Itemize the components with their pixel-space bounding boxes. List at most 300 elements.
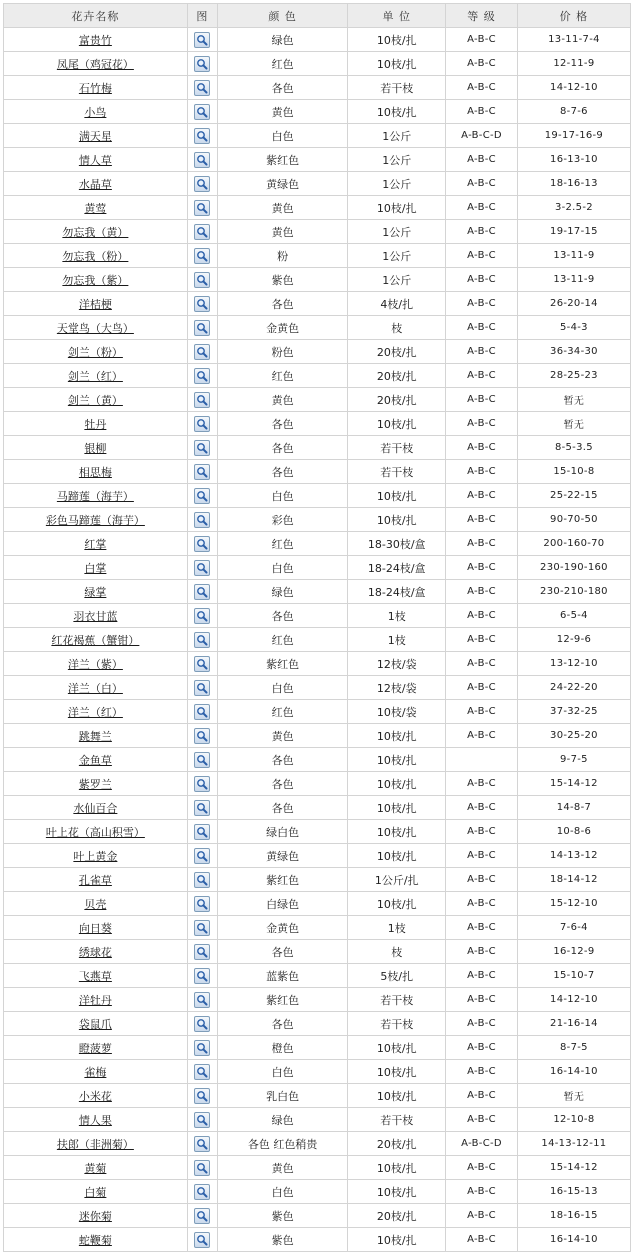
cell-name (4, 1156, 188, 1180)
magnifier-icon[interactable] (194, 752, 210, 768)
cell-color: 红色 (218, 364, 348, 388)
table-row (4, 1180, 631, 1204)
table-row (4, 388, 631, 412)
cell-color: 紫色 (218, 268, 348, 292)
cell-price: 7-6-4 (517, 916, 630, 940)
flower-name-link[interactable]: 红花褐蕉（蟹钳） (51, 633, 140, 647)
table-body (4, 28, 631, 1252)
cell-image (187, 196, 217, 220)
cell-unit: 10枝/扎 (348, 1156, 446, 1180)
flower-name-link[interactable]: 叶上花（高山积雪） (45, 825, 145, 839)
cell-price: 16-12-9 (517, 940, 630, 964)
cell-grade: A-B-C (446, 676, 518, 700)
magnifier-icon[interactable] (194, 1208, 210, 1224)
cell-unit: 10枝/扎 (348, 28, 446, 52)
cell-name (4, 940, 188, 964)
cell-price: 13-11-9 (517, 268, 630, 292)
cell-color: 绿色 (218, 580, 348, 604)
cell-color: 红色 (218, 532, 348, 556)
cell-image (187, 484, 217, 508)
cell-image (187, 340, 217, 364)
cell-name (4, 220, 188, 244)
cell-price: 8-5-3.5 (517, 436, 630, 460)
flower-name-link[interactable]: 情人果 (78, 1113, 112, 1127)
cell-grade: A-B-C (446, 28, 518, 52)
cell-price: 15-10-8 (517, 460, 630, 484)
cell-name (4, 28, 188, 52)
cell-name (4, 1180, 188, 1204)
flower-name-link[interactable]: 扶郎（非洲菊） (56, 1137, 134, 1151)
cell-unit: 若干枝 (348, 988, 446, 1012)
cell-price: 18-16-13 (517, 172, 630, 196)
cell-color: 白色 (218, 484, 348, 508)
table-row (4, 1204, 631, 1228)
flower-name-link[interactable]: 洋牡丹 (78, 993, 112, 1007)
flower-name-link[interactable]: 水仙百合 (73, 801, 118, 815)
cell-price: 5-4-3 (517, 316, 630, 340)
magnifier-icon[interactable] (194, 776, 210, 792)
magnifier-icon[interactable] (194, 1232, 210, 1248)
table-row (4, 868, 631, 892)
cell-price: 36-34-30 (517, 340, 630, 364)
cell-unit: 1公斤 (348, 124, 446, 148)
cell-grade: A-B-C (446, 916, 518, 940)
cell-image (187, 460, 217, 484)
cell-unit: 1公斤 (348, 244, 446, 268)
flower-name-link[interactable]: 剑兰（黄） (67, 393, 123, 407)
flower-name-link[interactable]: 勿忘我（黄） (62, 225, 129, 239)
cell-image (187, 652, 217, 676)
cell-name (4, 868, 188, 892)
magnifier-icon[interactable] (194, 1064, 210, 1080)
magnifier-icon[interactable] (194, 632, 210, 648)
magnifier-icon[interactable] (194, 656, 210, 672)
flower-name-link[interactable]: 剑兰（红） (67, 369, 123, 383)
magnifier-icon[interactable] (194, 176, 210, 192)
cell-color: 绿色 (218, 1108, 348, 1132)
flower-name-link[interactable]: 勿忘我（紫） (62, 273, 129, 287)
magnifier-icon[interactable] (194, 440, 210, 456)
table-row (4, 628, 631, 652)
cell-price: 18-14-12 (517, 868, 630, 892)
cell-price: 13-12-10 (517, 652, 630, 676)
cell-price: 24-22-20 (517, 676, 630, 700)
magnifier-icon[interactable] (194, 560, 210, 576)
cell-name (4, 820, 188, 844)
cell-unit: 18-24枝/盒 (348, 580, 446, 604)
cell-price: 16-15-13 (517, 1180, 630, 1204)
cell-image (187, 1180, 217, 1204)
magnifier-icon[interactable] (194, 608, 210, 624)
magnifier-icon[interactable] (194, 536, 210, 552)
magnifier-icon[interactable] (194, 80, 210, 96)
magnifier-icon[interactable] (194, 944, 210, 960)
cell-unit: 10枝/袋 (348, 700, 446, 724)
cell-unit: 10枝/扎 (348, 52, 446, 76)
cell-color: 白色 (218, 1060, 348, 1084)
cell-color: 绿色 (218, 28, 348, 52)
cell-image (187, 844, 217, 868)
flower-name-link[interactable]: 羽衣甘蓝 (73, 609, 118, 623)
cell-price: 16-13-10 (517, 148, 630, 172)
magnifier-icon[interactable] (194, 848, 210, 864)
magnifier-icon[interactable] (194, 872, 210, 888)
cell-grade: A-B-C (446, 628, 518, 652)
flower-name-link[interactable]: 彩色马蹄莲（海芋） (45, 513, 145, 527)
table-row (4, 820, 631, 844)
magnifier-icon[interactable] (194, 1136, 210, 1152)
cell-image (187, 316, 217, 340)
magnifier-icon[interactable] (194, 824, 210, 840)
cell-grade: A-B-C-D (446, 124, 518, 148)
magnifier-icon[interactable] (194, 392, 210, 408)
cell-name (4, 676, 188, 700)
cell-price: 26-20-14 (517, 292, 630, 316)
cell-image (187, 1204, 217, 1228)
magnifier-icon[interactable] (194, 584, 210, 600)
cell-price: 10-8-6 (517, 820, 630, 844)
table-row (4, 508, 631, 532)
cell-image (187, 1156, 217, 1180)
cell-price: 230-190-160 (517, 556, 630, 580)
table-row (4, 1084, 631, 1108)
magnifier-icon[interactable] (194, 464, 210, 480)
table-row (4, 268, 631, 292)
cell-grade: A-B-C (446, 556, 518, 580)
cell-color: 白色 (218, 556, 348, 580)
cell-image (187, 436, 217, 460)
flower-name-link[interactable]: 天堂鸟（大鸟） (56, 321, 134, 335)
cell-name (4, 172, 188, 196)
cell-color: 紫红色 (218, 868, 348, 892)
flower-name-link[interactable]: 向日葵 (78, 921, 112, 935)
flower-name-link[interactable]: 洋桔梗 (78, 297, 112, 311)
magnifier-icon[interactable] (194, 704, 210, 720)
flower-name-link[interactable]: 绿掌 (84, 585, 107, 599)
flower-name-link[interactable]: 迷你菊 (78, 1209, 112, 1223)
magnifier-icon[interactable] (194, 248, 210, 264)
cell-image (187, 940, 217, 964)
flower-name-link[interactable]: 红掌 (84, 537, 107, 551)
flower-name-link[interactable]: 石竹梅 (78, 81, 112, 95)
cell-grade: A-B-C (446, 244, 518, 268)
cell-color: 黄色 (218, 196, 348, 220)
cell-name (4, 124, 188, 148)
cell-grade: A-B-C (446, 1084, 518, 1108)
cell-name (4, 412, 188, 436)
cell-grade: A-B-C (446, 148, 518, 172)
magnifier-icon[interactable] (194, 992, 210, 1008)
magnifier-icon[interactable] (194, 800, 210, 816)
cell-name (4, 580, 188, 604)
magnifier-icon[interactable] (194, 488, 210, 504)
cell-unit: 1枝 (348, 628, 446, 652)
header-color: 颜 色 (218, 4, 348, 28)
flower-name-link[interactable]: 蛇鞭菊 (78, 1233, 112, 1247)
magnifier-icon[interactable] (194, 128, 210, 144)
magnifier-icon[interactable] (194, 152, 210, 168)
table-row (4, 364, 631, 388)
magnifier-icon[interactable] (194, 1088, 210, 1104)
table-row (4, 292, 631, 316)
cell-image (187, 604, 217, 628)
cell-unit: 枝 (348, 940, 446, 964)
cell-name (4, 964, 188, 988)
cell-color: 黄绿色 (218, 844, 348, 868)
flower-name-link[interactable]: 跳舞兰 (78, 729, 112, 743)
cell-name (4, 196, 188, 220)
flower-name-link[interactable]: 绣球花 (78, 945, 112, 959)
magnifier-icon[interactable] (194, 104, 210, 120)
magnifier-icon[interactable] (194, 728, 210, 744)
table-row (4, 556, 631, 580)
cell-unit: 10枝/扎 (348, 1084, 446, 1108)
magnifier-icon[interactable] (194, 56, 210, 72)
cell-image (187, 388, 217, 412)
table-row (4, 1012, 631, 1036)
table-row (4, 220, 631, 244)
cell-name (4, 556, 188, 580)
cell-price: 暂无 (517, 1084, 630, 1108)
cell-name (4, 1204, 188, 1228)
flower-name-link[interactable]: 洋兰（白） (67, 681, 123, 695)
flower-name-link[interactable]: 富贵竹 (78, 33, 112, 47)
cell-name (4, 988, 188, 1012)
magnifier-icon[interactable] (194, 296, 210, 312)
header-image: 图 (187, 4, 217, 28)
magnifier-icon[interactable] (194, 512, 210, 528)
cell-name (4, 268, 188, 292)
cell-image (187, 796, 217, 820)
table-row (4, 484, 631, 508)
cell-grade: A-B-C (446, 340, 518, 364)
flower-name-link[interactable]: 洋兰（红） (67, 705, 123, 719)
cell-image (187, 76, 217, 100)
table-row (4, 988, 631, 1012)
cell-unit: 枝 (348, 316, 446, 340)
flower-name-link[interactable]: 情人草 (78, 153, 112, 167)
cell-unit: 10枝/扎 (348, 508, 446, 532)
cell-image (187, 964, 217, 988)
cell-unit: 1公斤 (348, 172, 446, 196)
magnifier-icon[interactable] (194, 344, 210, 360)
cell-image (187, 1036, 217, 1060)
cell-price: 90-70-50 (517, 508, 630, 532)
flower-name-link[interactable]: 凤尾（鸡冠花） (56, 57, 134, 71)
cell-name (4, 1012, 188, 1036)
magnifier-icon[interactable] (194, 200, 210, 216)
magnifier-icon[interactable] (194, 320, 210, 336)
cell-price: 19-17-16-9 (517, 124, 630, 148)
cell-color: 各色 (218, 796, 348, 820)
cell-name (4, 532, 188, 556)
magnifier-icon[interactable] (194, 368, 210, 384)
cell-price: 3-2.5-2 (517, 196, 630, 220)
cell-name (4, 700, 188, 724)
cell-grade: A-B-C (446, 388, 518, 412)
cell-name (4, 724, 188, 748)
magnifier-icon[interactable] (194, 32, 210, 48)
cell-image (187, 124, 217, 148)
cell-unit: 1公斤 (348, 268, 446, 292)
flower-name-link[interactable]: 相思梅 (78, 465, 112, 479)
cell-image (187, 1228, 217, 1252)
magnifier-icon[interactable] (194, 1016, 210, 1032)
cell-image (187, 988, 217, 1012)
flower-name-link[interactable]: 小米花 (78, 1089, 112, 1103)
cell-unit: 18-24枝/盒 (348, 556, 446, 580)
cell-color: 各色 (218, 292, 348, 316)
cell-color: 各色 (218, 604, 348, 628)
cell-grade: A-B-C (446, 364, 518, 388)
cell-image (187, 556, 217, 580)
table-row (4, 940, 631, 964)
flower-name-link[interactable]: 叶上黄金 (73, 849, 118, 863)
cell-price: 30-25-20 (517, 724, 630, 748)
cell-grade: A-B-C (446, 52, 518, 76)
cell-price: 13-11-9 (517, 244, 630, 268)
magnifier-icon[interactable] (194, 896, 210, 912)
flower-name-link[interactable]: 牡丹 (84, 417, 107, 431)
flower-name-link[interactable]: 黄莺 (84, 201, 107, 215)
cell-unit: 12枝/袋 (348, 652, 446, 676)
flower-name-link[interactable]: 白掌 (84, 561, 107, 575)
table-row (4, 100, 631, 124)
cell-grade: A-B-C (446, 196, 518, 220)
cell-grade: A-B-C (446, 268, 518, 292)
cell-unit: 若干枝 (348, 1108, 446, 1132)
flower-name-link[interactable]: 黄菊 (84, 1161, 107, 1175)
cell-grade: A-B-C (446, 892, 518, 916)
cell-grade: A-B-C (446, 988, 518, 1012)
flower-name-link[interactable]: 小鸟 (84, 105, 107, 119)
cell-price: 14-13-12 (517, 844, 630, 868)
cell-grade: A-B-C (446, 460, 518, 484)
flower-name-link[interactable]: 勿忘我（粉） (62, 249, 129, 263)
cell-color: 白绿色 (218, 892, 348, 916)
flower-name-link[interactable]: 雀梅 (84, 1065, 107, 1079)
cell-price: 15-14-12 (517, 772, 630, 796)
cell-unit: 12枝/袋 (348, 676, 446, 700)
cell-image (187, 724, 217, 748)
flower-name-link[interactable]: 孔雀草 (78, 873, 112, 887)
cell-name (4, 340, 188, 364)
cell-unit: 10枝/扎 (348, 196, 446, 220)
flower-name-link[interactable]: 洋兰（紫） (67, 657, 123, 671)
flower-name-link[interactable]: 剑兰（粉） (67, 345, 123, 359)
cell-name (4, 796, 188, 820)
cell-color: 黄色 (218, 100, 348, 124)
cell-name (4, 76, 188, 100)
table-row (4, 244, 631, 268)
table-row (4, 1156, 631, 1180)
cell-color: 粉 (218, 244, 348, 268)
cell-grade: A-B-C (446, 700, 518, 724)
magnifier-icon[interactable] (194, 968, 210, 984)
cell-unit: 10枝/扎 (348, 820, 446, 844)
magnifier-icon[interactable] (194, 1112, 210, 1128)
flower-name-link[interactable]: 满天星 (78, 129, 112, 143)
cell-grade: A-B-C (446, 484, 518, 508)
flower-name-link[interactable]: 水晶草 (78, 177, 112, 191)
magnifier-icon[interactable] (194, 1184, 210, 1200)
magnifier-icon[interactable] (194, 272, 210, 288)
cell-name (4, 604, 188, 628)
magnifier-icon[interactable] (194, 680, 210, 696)
cell-color: 各色 (218, 748, 348, 772)
cell-image (187, 100, 217, 124)
cell-price: 37-32-25 (517, 700, 630, 724)
table-row (4, 916, 631, 940)
cell-image (187, 52, 217, 76)
table-row (4, 76, 631, 100)
cell-price: 14-12-10 (517, 76, 630, 100)
cell-unit: 20枝/扎 (348, 364, 446, 388)
flower-name-link[interactable]: 金鱼草 (78, 753, 112, 767)
cell-price: 19-17-15 (517, 220, 630, 244)
cell-grade: A-B-C (446, 100, 518, 124)
cell-color: 红色 (218, 628, 348, 652)
cell-name (4, 52, 188, 76)
cell-name (4, 316, 188, 340)
cell-color: 各色 (218, 76, 348, 100)
flower-name-link[interactable]: 贝壳 (84, 897, 107, 911)
flower-name-link[interactable]: 瞪菠萝 (78, 1041, 112, 1055)
cell-name (4, 1228, 188, 1252)
cell-grade: A-B-C (446, 604, 518, 628)
cell-grade: A-B-C (446, 532, 518, 556)
cell-color: 紫红色 (218, 988, 348, 1012)
cell-color: 各色 (218, 940, 348, 964)
magnifier-icon[interactable] (194, 224, 210, 240)
cell-grade: A-B-C-D (446, 1132, 518, 1156)
cell-price: 12-9-6 (517, 628, 630, 652)
cell-grade: A-B-C (446, 172, 518, 196)
cell-color: 黄色 (218, 1156, 348, 1180)
flower-price-table (3, 3, 631, 1252)
cell-grade: A-B-C (446, 724, 518, 748)
table-row (4, 412, 631, 436)
cell-grade: A-B-C (446, 964, 518, 988)
flower-name-link[interactable]: 马蹄莲（海芋） (56, 489, 134, 503)
flower-name-link[interactable]: 袋鼠爪 (78, 1017, 112, 1031)
cell-unit: 10枝/扎 (348, 748, 446, 772)
table-row (4, 1132, 631, 1156)
magnifier-icon[interactable] (194, 1160, 210, 1176)
cell-unit: 若干枝 (348, 460, 446, 484)
cell-image (187, 748, 217, 772)
cell-image (187, 172, 217, 196)
flower-name-link[interactable]: 白菊 (84, 1185, 107, 1199)
cell-color: 白色 (218, 676, 348, 700)
cell-image (187, 244, 217, 268)
cell-color: 白色 (218, 1180, 348, 1204)
cell-unit: 20枝/扎 (348, 1132, 446, 1156)
magnifier-icon[interactable] (194, 1040, 210, 1056)
magnifier-icon[interactable] (194, 920, 210, 936)
flower-name-link[interactable]: 紫罗兰 (78, 777, 112, 791)
magnifier-icon[interactable] (194, 416, 210, 432)
table-row (4, 316, 631, 340)
cell-unit: 10枝/扎 (348, 724, 446, 748)
table-row (4, 532, 631, 556)
cell-image (187, 148, 217, 172)
cell-price: 18-16-15 (517, 1204, 630, 1228)
flower-name-link[interactable]: 银柳 (84, 441, 107, 455)
cell-color: 紫红色 (218, 148, 348, 172)
cell-unit: 10枝/扎 (348, 412, 446, 436)
flower-name-link[interactable]: 飞燕草 (78, 969, 112, 983)
